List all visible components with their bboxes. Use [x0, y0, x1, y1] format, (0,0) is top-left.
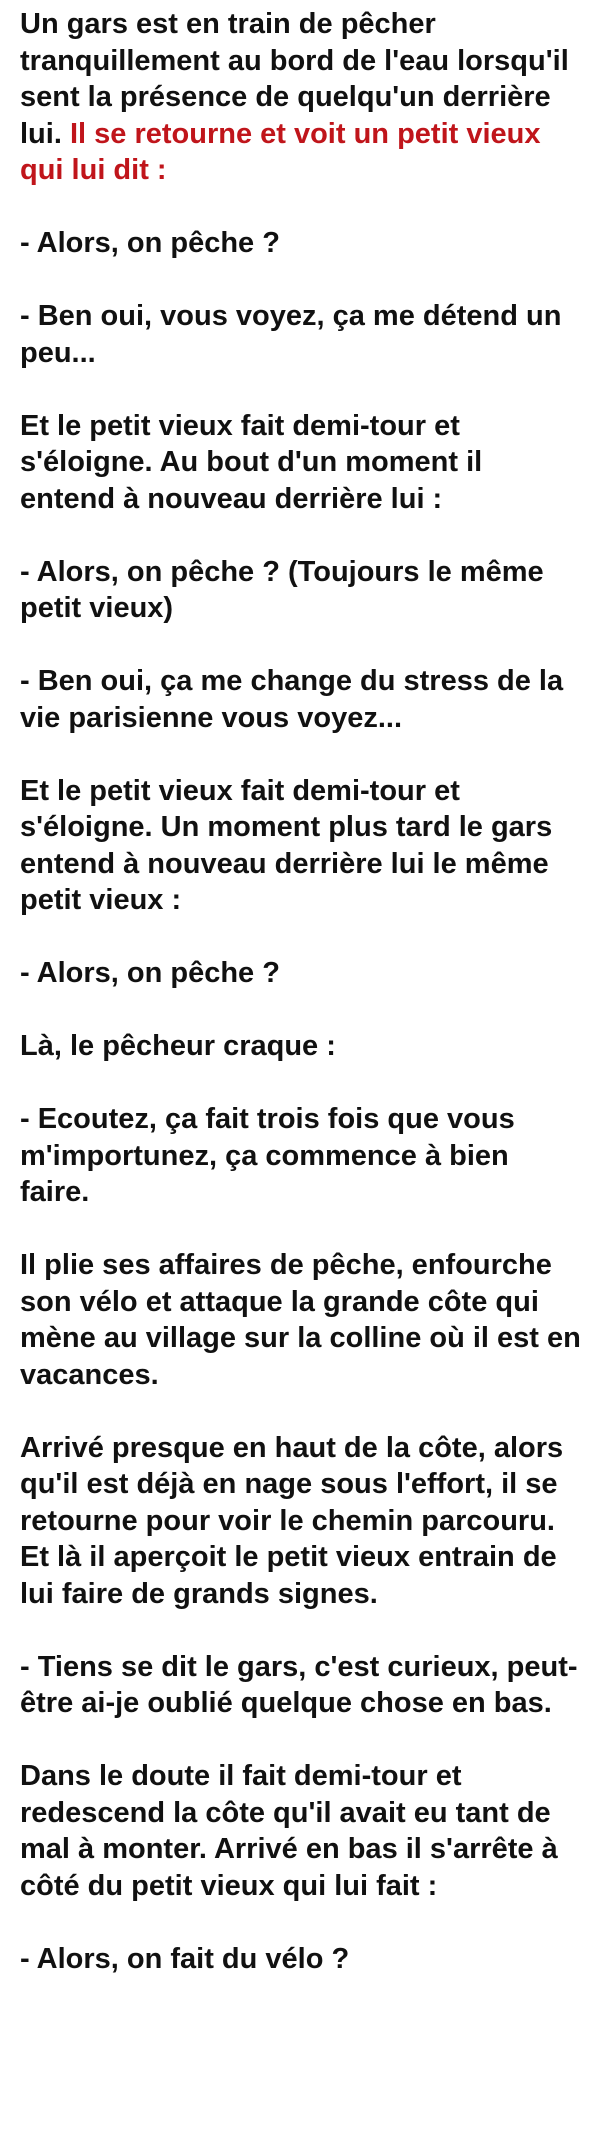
paragraph-narration-2: Et le petit vieux fait demi-tour et s'éloigne. Un moment plus tard le gars entend à nouveau derrière lui le même petit vieux : [20, 774, 553, 916]
paragraph-intro [20, 6, 584, 189]
paragraph-dialogue-6: - Ecoutez, ça fait trois fois que vous m'importunez, ça commence à bien faire. [20, 1103, 515, 1208]
paragraph-narration-6: Dans le doute il fait demi-tour et redescend la côte qu'il avait eu tant de mal à monter. Arrivé en bas il s'arrête à côté du petit vieux qui lui fait : [20, 1760, 558, 1902]
paragraph-dialogue-4: - Ben oui, ça me change du stress de la vie parisienne vous voyez... [20, 665, 564, 734]
paragraph-narration-5: Arrivé presque en haut de la côte, alors qu'il est déjà en nage sous l'effort, il se retourne pour voir le chemin parcouru. Et là il aperçoit le petit vieux entrain de lui faire de grands signes. [20, 1431, 564, 1610]
paragraph-narration-1: Et le petit vieux fait demi-tour et s'éloigne. Au bout d'un moment il entend à nouveau derrière lui : [20, 409, 483, 515]
paragraph-dialogue-5: - Alors, on pêche ? [20, 957, 280, 989]
paragraph-dialogue-3: - Alors, on pêche ? (Toujours le même petit vieux) [20, 555, 544, 624]
paragraph-narration-3: Là, le pêcheur craque : [20, 1030, 336, 1062]
paragraph-dialogue-2: - Ben oui, vous voyez, ça me détend un peu... [20, 300, 562, 369]
paragraph-narration-4: Il plie ses affaires de pêche, enfourche son vélo et attaque la grande côte qui mène au village sur la colline où il est en vacances. [20, 1249, 581, 1391]
paragraph-punchline: - Alors, on fait du vélo ? [20, 1942, 350, 1975]
intro-highlight-text: Il se retourne et voit un petit vieux qui lui dit : [20, 117, 541, 186]
intro-text: Un gars est en train de pêcher tranquillement au bord de l'eau lorsqu'il sent la présence de quelqu'un derrière lui. [20, 8, 569, 150]
paragraph-dialogue-1: - Alors, on pêche ? [20, 227, 280, 259]
paragraph-dialogue-7: - Tiens se dit le gars, c'est curieux, peut-être ai-je oublié quelque chose en bas. [20, 1650, 578, 1719]
